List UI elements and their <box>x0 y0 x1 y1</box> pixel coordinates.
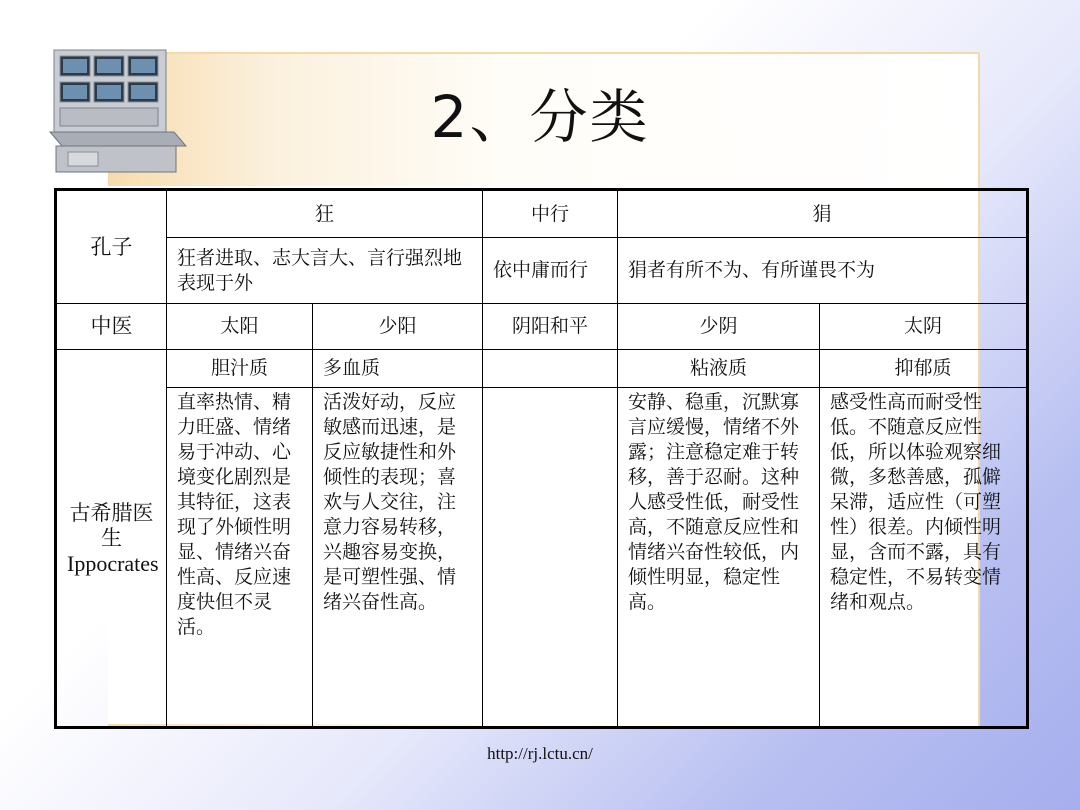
row-label-zhongyi: 中医 <box>56 304 167 350</box>
footer-url: http://rj.lctu.cn/ <box>487 744 593 763</box>
tcm-type: 少阳 <box>313 304 483 350</box>
temperament-table <box>54 188 1029 729</box>
temperament-name: 多血质 <box>313 350 483 388</box>
slide-title: 2、分类 <box>430 83 650 151</box>
header-kuang: 狂 <box>167 190 483 238</box>
temperament-desc: 安静、稳重，沉默寡言应缓慢，情绪不外露；注意稳定难于转移，善于忍耐。这种人感受性低，耐受性高，不随意反应性和情绪兴奋性较低，内倾性明显，稳定性高。 <box>618 388 820 728</box>
temperament-name: 粘液质 <box>618 350 820 388</box>
hippocrates-label-cn: 古希腊医生 <box>69 500 154 550</box>
table-row <box>56 304 1028 350</box>
desc-kuang: 狂者进取、志大言大、言行强烈地表现于外 <box>167 238 483 304</box>
temperament-name: 胆汁质 <box>167 350 313 388</box>
temperament-desc: 活泼好动，反应敏感而迅速，是反应敏捷性和外倾性的表现；喜欢与人交往，注意力容易转移，兴趣容易变换，是可塑性强、情绪兴奋性高。 <box>313 388 483 728</box>
tcm-type: 太阴 <box>820 304 1028 350</box>
header-juan: 狷 <box>618 190 1028 238</box>
row-label-hippocrates <box>56 350 167 728</box>
temperament-desc <box>483 388 618 728</box>
temperament-desc: 直率热情、精力旺盛、情绪易于冲动、心境变化剧烈是其特征，这表现了外倾性明显、情绪兴奋性高、反应速度快但不灵活。 <box>167 388 313 728</box>
table-row <box>56 388 1028 728</box>
temperament-name: 抑郁质 <box>820 350 1028 388</box>
temperament-desc: 感受性高而耐受性低。不随意反应性低，所以体验观察细微，多愁善感，孤僻呆滞，适应性（可塑性）很差。内倾性明显，含而不露，具有稳定性，不易转变情绪和观点。 <box>820 388 1028 728</box>
tcm-type: 少阴 <box>618 304 820 350</box>
tcm-type: 太阳 <box>167 304 313 350</box>
desc-zhongxing: 依中庸而行 <box>483 238 618 304</box>
table-row <box>56 238 1028 304</box>
temperament-name <box>483 350 618 388</box>
tcm-type: 阴阳和平 <box>483 304 618 350</box>
row-label-kongzi: 孔子 <box>56 190 167 304</box>
desc-juan: 狷者有所不为、有所谨畏不为 <box>618 238 1028 304</box>
hippocrates-label-latin: Ippocrates <box>67 550 159 576</box>
table-row <box>56 350 1028 388</box>
header-zhongxing: 中行 <box>483 190 618 238</box>
table-row <box>56 190 1028 238</box>
